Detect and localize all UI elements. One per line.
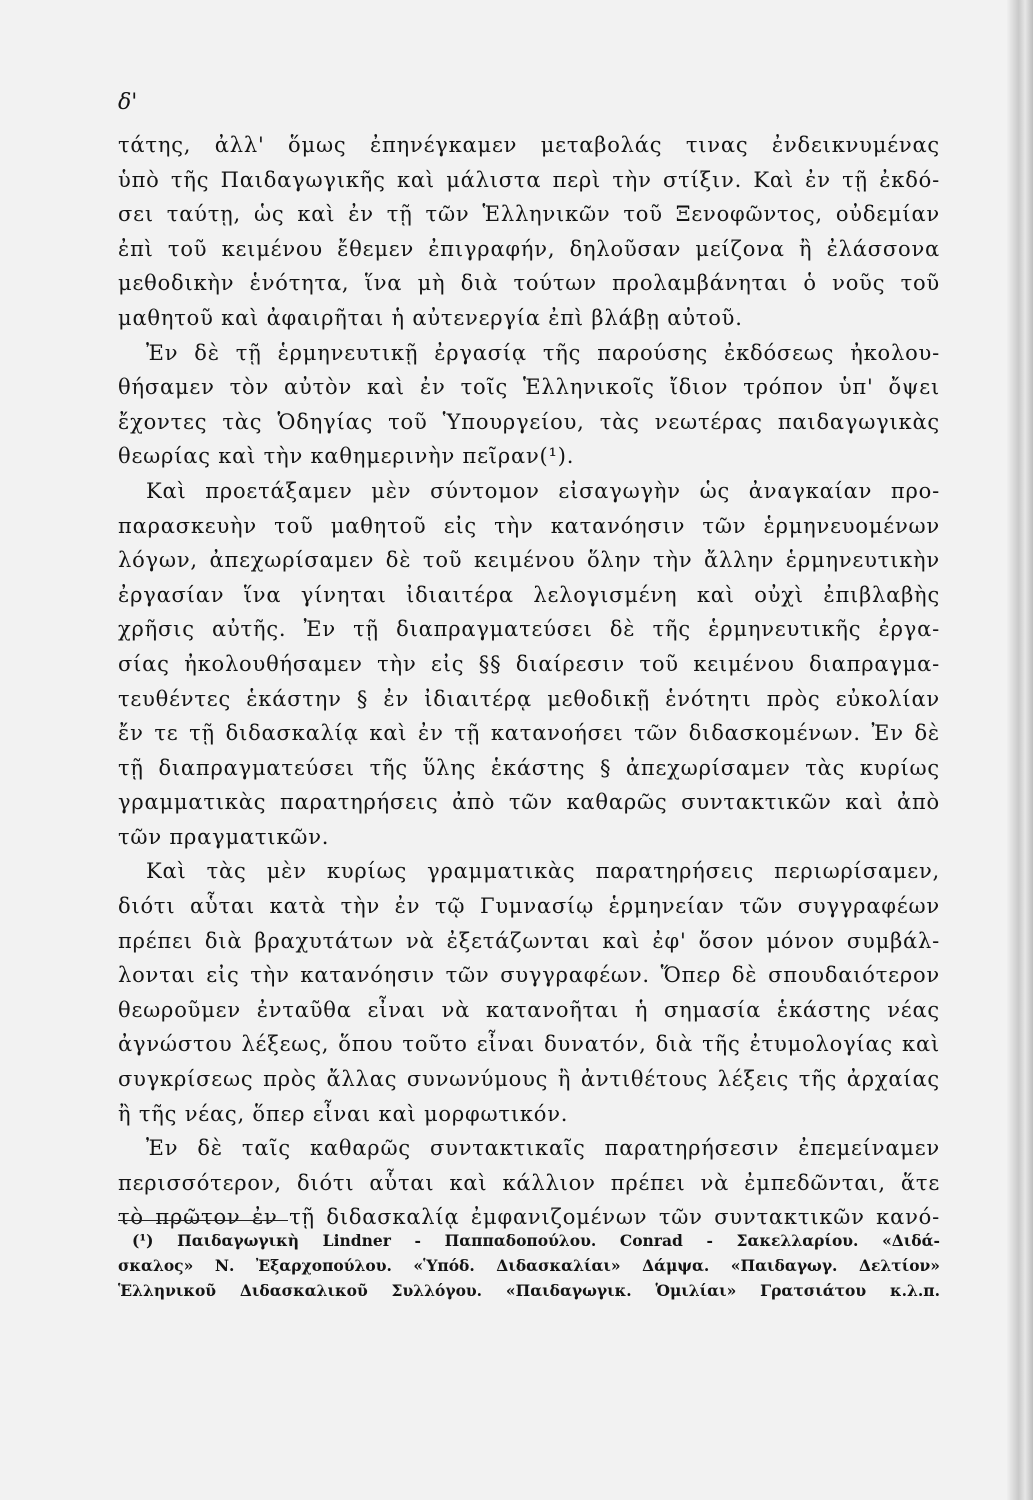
text-line: ἔν τε τῇ διδασκαλίᾳ καὶ ἐν τῇ κατανοήσει τῶν διδασκομένων. Ἐν δὲ (118, 721, 940, 746)
text-line: τάτης, ἀλλ' ὅμως ἐπηνέγκαμεν μεταβολάς τινας ἐνδεικνυμένας (118, 133, 940, 157)
footnote-line: Ἑλληνικοῦ Διδασκαλικοῦ Συλλόγου. «Παιδαγωγικ. Ὁμιλίαι» Γρατσιάτου κ.λ.π. (118, 1281, 940, 1300)
text-line: θήσαμεν τὸν αὐτὸν καὶ ἐν τοῖς Ἑλληνικοῖς ἴδιον τρόπον ὑπ' ὄψει (118, 375, 940, 400)
text-line: ἐπὶ τοῦ κειμένου ἔθεμεν ἐπιγραφήν, δηλοῦσαν μείζονα ἢ ἐλάσσονα (118, 236, 940, 261)
text-line: ὑπὸ τῆς Παιδαγωγικῆς καὶ μάλιστα περὶ τὴν στίξιν. Καὶ ἐν τῇ ἐκδό- (118, 167, 940, 192)
page-edge (1007, 0, 1033, 1500)
text-line: Καὶ προετάξαμεν μὲν σύντομον εἰσαγωγὴν ὡς ἀναγκαίαν προ- (146, 478, 940, 503)
text-line: ἐργασίαν ἵνα γίνηται ἰδιαιτέρα λελογισμένη καὶ οὐχὶ ἐπιβλαβὴς (118, 582, 940, 607)
text-line: ἢ τῆς νέας, ὅπερ εἶναι καὶ μορφωτικόν. (118, 1101, 569, 1126)
page-number: δ' (118, 90, 138, 115)
body-text (118, 128, 940, 1235)
text-line: ἀγνώστου λέξεως, ὅπου τοῦτο εἶναι δυνατόν, διὰ τῆς ἐτυμολογίας καὶ (118, 1032, 940, 1057)
text-line: θεωροῦμεν ἐνταῦθα εἶναι νὰ κατανοῆται ἡ σημασία ἑκάστης νέας (118, 997, 940, 1022)
footnotes (118, 1228, 940, 1303)
footnote-line: σκαλος» Ν. Ἐξαρχοπούλου. «Ὑπόδ. Διδασκαλίαι» Δάμψα. «Παιδαγωγ. Δελτίον» (118, 1256, 940, 1275)
text-line: παρασκευὴν τοῦ μαθητοῦ εἰς τὴν κατανόησιν τῶν ἑρμηνευομένων (118, 513, 940, 538)
text-line: πρέπει διὰ βραχυτάτων νὰ ἐξετάζωνται καὶ ἐφ' ὅσον μόνον συμβάλ- (118, 928, 940, 953)
text-line: Ἐν δὲ τῇ ἑρμηνευτικῇ ἐργασίᾳ τῆς παρούσης ἐκδόσεως ἠκολου- (146, 340, 940, 365)
text-line: ἔχοντες τὰς Ὁδηγίας τοῦ Ὑπουργείου, τὰς νεωτέρας παιδαγωγικὰς (118, 409, 940, 434)
text-line: σίας ἠκολουθήσαμεν τὴν εἰς §§ διαίρεσιν τοῦ κειμένου διαπραγμα- (118, 651, 940, 676)
text-line: μεθοδικὴν ἑνότητα, ἵνα μὴ διὰ τούτων προλαμβάνηται ὁ νοῦς τοῦ (118, 271, 940, 296)
text-line: χρῆσις αὐτῆς. Ἐν τῇ διαπραγματεύσει δὲ τῆς ἑρμηνευτικῆς ἐργα- (118, 617, 940, 642)
text-line: περισσότερον, διότι αὗται καὶ κάλλιον πρέπει νὰ ἐμπεδῶνται, ἅτε (118, 1170, 940, 1195)
text-line: σει ταύτῃ, ὡς καὶ ἐν τῇ τῶν Ἑλληνικῶν τοῦ Ξενοφῶντος, οὐδεμίαν (118, 202, 940, 227)
text-line: συγκρίσεως πρὸς ἄλλας συνωνύμους ἢ ἀντιθέτους λέξεις τῆς ἀρχαίας (118, 1067, 940, 1092)
text-line: γραμματικὰς παρατηρήσεις ἀπὸ τῶν καθαρῶς συντακτικῶν καὶ ἀπὸ (118, 790, 940, 815)
text-line: διότι αὗται κατὰ τὴν ἐν τῷ Γυμνασίῳ ἑρμηνείαν τῶν συγγραφέων (118, 894, 940, 919)
text-line: μαθητοῦ καὶ ἀφαιρῆται ἡ αὐτενεργία ἐπὶ βλάβῃ αὐτοῦ. (118, 305, 743, 330)
text-line: λονται εἰς τὴν κατανόησιν τῶν συγγραφέων. Ὅπερ δὲ σπουδαιότερον (118, 963, 940, 988)
text-line: Καὶ τὰς μὲν κυρίως γραμματικὰς παρατηρήσεις περιωρίσαμεν, (146, 859, 940, 884)
text-line: Ἐν δὲ ταῖς καθαρῶς συντακτικαῖς παρατηρήσεσιν ἐπεμείναμεν (146, 1136, 940, 1161)
text-line: τῇ διαπραγματεύσει τῆς ὕλης ἑκάστης § ἀπεχωρίσαμεν τὰς κυρίως (118, 755, 940, 780)
text-line: τὸ πρῶτον ἐν τῇ διδασκαλίᾳ ἐμφανιζομένων τῶν συντακτικῶν κανό- (118, 1205, 940, 1230)
footnote-line: (¹) Παιδαγωγικὴ Lindner - Παππαδοπούλου. Conrad - Σακελλαρίου. «Διδά- (132, 1231, 940, 1250)
text-line: λόγων, ἀπεχωρίσαμεν δὲ τοῦ κειμένου ὅλην τὴν ἄλλην ἑρμηνευτικὴν (118, 548, 940, 573)
footnote-divider (118, 1220, 288, 1221)
text-line: τευθέντες ἑκάστην § ἐν ἰδιαιτέρᾳ μεθοδικῇ ἑνότητι πρὸς εὐκολίαν (118, 686, 940, 711)
text-line: θεωρίας καὶ τὴν καθημερινὴν πεῖραν(¹). (118, 444, 575, 469)
text-line: τῶν πραγματικῶν. (118, 824, 330, 849)
